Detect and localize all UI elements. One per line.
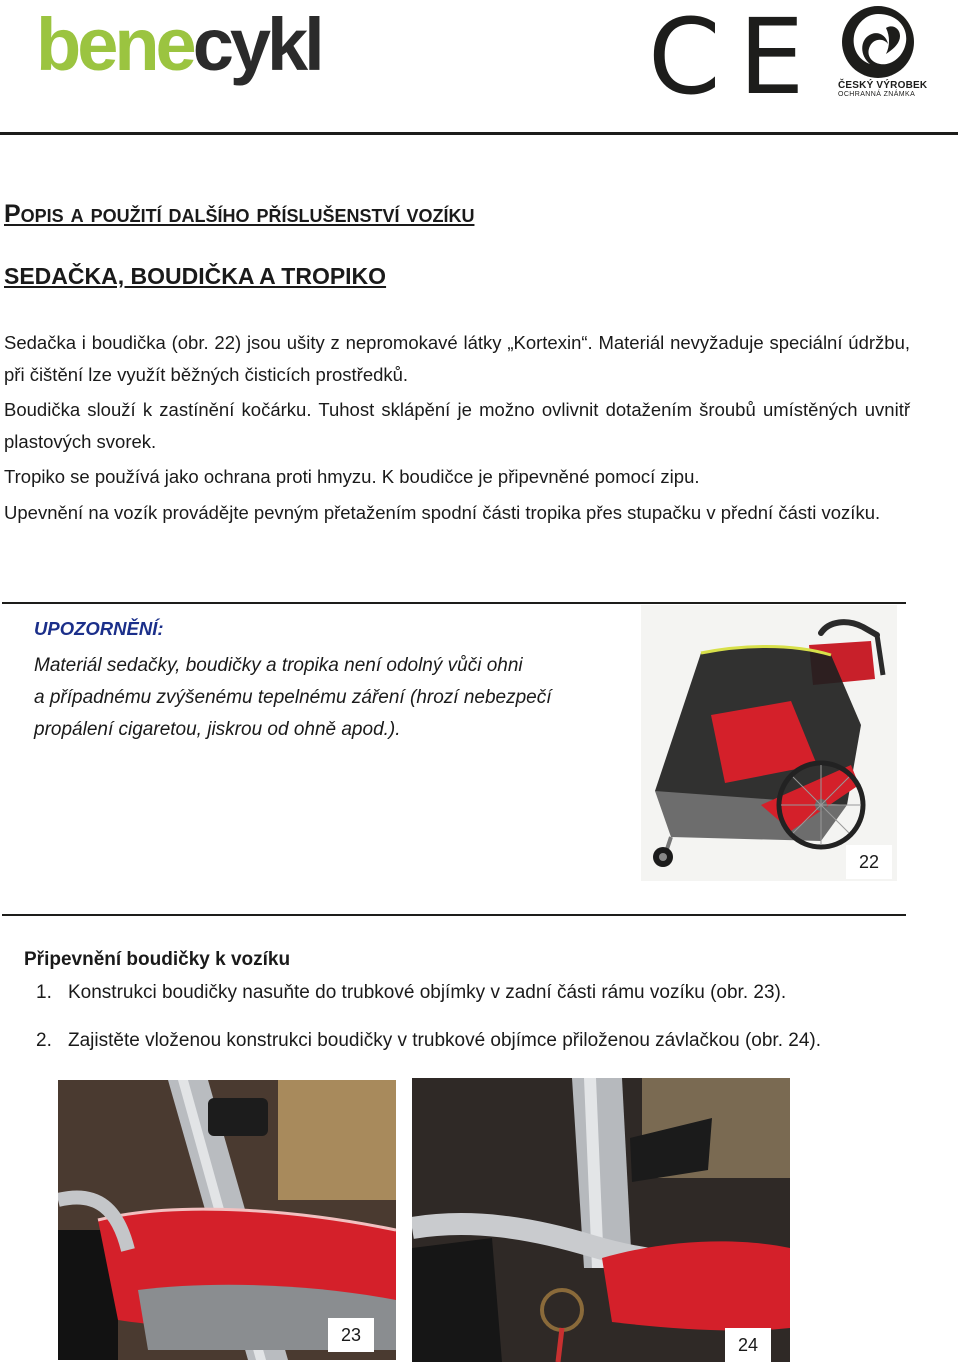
attachment-heading: Připevnění boudičky k vozíku xyxy=(24,949,291,970)
header-divider xyxy=(0,132,958,135)
logo-text-cykl: cykl xyxy=(192,3,321,86)
figure-22-label: 22 xyxy=(846,845,892,879)
step-1-text: Konstrukci boudičky nasuňte do trubkové objímky v zadní části rámu vozíku (obr. 23). xyxy=(68,982,787,1003)
ce-mark: CE xyxy=(648,0,823,118)
warning-line-3: propálení cigaretou, jiskrou od ohně apod.). xyxy=(34,719,401,740)
divider-top xyxy=(2,602,906,604)
figure-24-label: 24 xyxy=(725,1328,771,1362)
section-title: SEDAČKA, BOUDIČKA A TROPIKO xyxy=(4,263,387,289)
paragraph-canopy: Boudička slouží k zastínění kočárku. Tuhost sklápění je možno ovlivnit dotažením šroubů umístěných uvnitř plastových svorek. xyxy=(4,399,910,452)
paragraph-tropiko: Tropiko se používá jako ochrana proti hmyzu. K boudičce je připevněné pomocí zipu. xyxy=(4,466,700,487)
warning-line-1: Materiál sedačky, boudičky a tropika není odolný vůči ohni xyxy=(34,655,523,676)
step-1-number: 1. xyxy=(36,982,52,1003)
warning-line-2: a případnému zvýšenému tepelnému záření (hrozí nebezpečí xyxy=(34,687,552,708)
paragraph-attachment: Upevnění na vozík provádějte pevným přetažením spodní části tropika přes stupačku v přední části vozíku. xyxy=(4,502,881,523)
warning-title: UPOZORNĚNÍ: xyxy=(34,618,164,639)
seal-text-line2: OCHRANNÁ ZNÁMKA xyxy=(838,91,916,98)
seal-text-line1: ČESKÝ VÝROBEK xyxy=(838,80,928,91)
figure-22-stroller-photo xyxy=(641,605,897,881)
step-2-text: Zajistěte vloženou konstrukci boudičky v trubkové objímce přiloženou závlačkou (obr. 24). xyxy=(68,1030,821,1051)
step-2-number: 2. xyxy=(36,1030,52,1051)
stroller-illustration xyxy=(641,605,897,881)
divider-bottom xyxy=(2,914,906,916)
czech-product-seal-icon xyxy=(840,4,918,82)
paragraph-material: Sedačka i boudička (obr. 22) jsou ušity z nepromokavé látky „Kortexin“. Materiál nevyžaduje speciální údržbu, při čištění lze využít běžných čisticích prostředků. xyxy=(4,332,910,385)
page-title: Popis a použití dalšího příslušenství vozíku xyxy=(4,200,475,228)
figure-24-photo xyxy=(412,1078,790,1362)
figure-23-label: 23 xyxy=(328,1318,374,1352)
logo-text-bene: bene xyxy=(36,3,193,86)
figure-23-photo xyxy=(58,1080,396,1360)
benecykl-logo xyxy=(36,3,321,86)
pin-clamp-illustration xyxy=(412,1078,790,1362)
